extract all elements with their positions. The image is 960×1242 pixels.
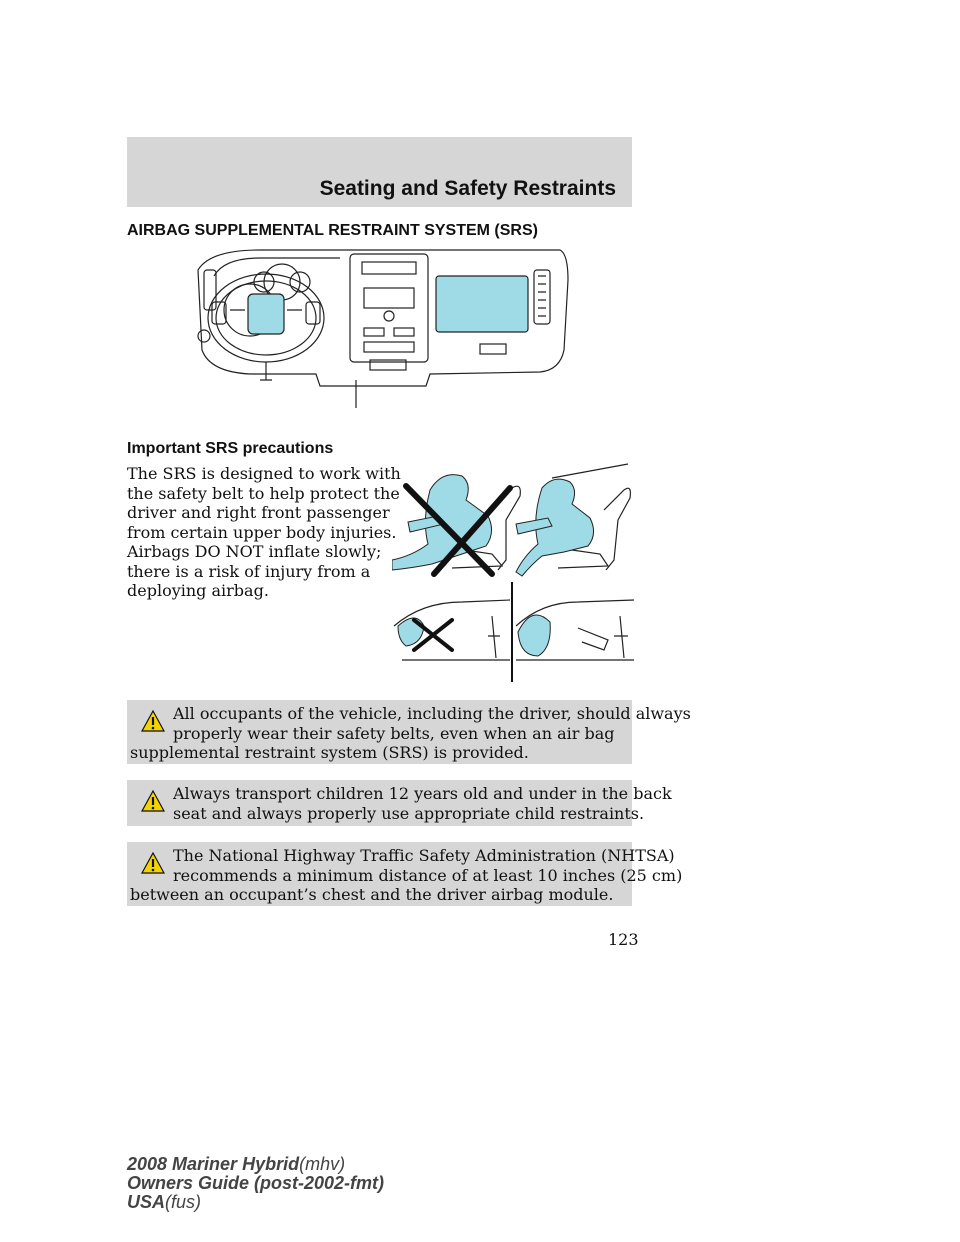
footer-model-code: (mhv) — [299, 1154, 346, 1174]
footer-guide: Owners Guide (post-2002-fmt) — [127, 1173, 385, 1193]
warning-line: properly wear their safety belts, even when an air bag — [173, 723, 615, 743]
warning-line: supplemental restraint system (SRS) is provided. — [130, 743, 529, 762]
paragraph-line: driver and right front passenger — [127, 503, 390, 522]
footer-line-model — [127, 1155, 384, 1174]
warning-line: seat and always properly use appropriate child restraints. — [173, 803, 645, 823]
footer — [127, 1155, 384, 1212]
footer-region: USA — [127, 1192, 166, 1212]
warning-line: The National Highway Traffic Safety Administration (NHTSA) — [173, 846, 675, 865]
warning-line: Always transport children 12 years old and under in the back — [173, 784, 672, 803]
page-number: 123 — [608, 930, 639, 949]
paragraph-line: Airbags DO NOT inflate slowly; — [127, 542, 382, 561]
footer-model: 2008 Mariner Hybrid — [127, 1154, 300, 1174]
header-title: Seating and Safety Restraints — [319, 177, 616, 200]
paragraph-line: from certain upper body injuries. — [127, 522, 397, 542]
precautions-heading: Important SRS precautions — [127, 440, 334, 457]
paragraph-line: the safety belt to help protect the — [127, 483, 400, 503]
section-title: AIRBAG SUPPLEMENTAL RESTRAINT SYSTEM (SRS) — [127, 222, 538, 239]
header-band — [127, 137, 632, 207]
warning-box-distance — [127, 842, 683, 906]
precautions-paragraph — [127, 464, 401, 601]
occupant-position-illustration — [392, 460, 636, 682]
paragraph-line: The SRS is designed to work with — [127, 464, 401, 483]
footer-line-region — [127, 1193, 384, 1212]
dashboard-airbag-illustration — [190, 240, 570, 410]
paragraph-line: there is a risk of injury from a — [127, 561, 371, 581]
warning-line: between an occupant’s chest and the driver airbag module. — [130, 885, 614, 904]
warning-line: All occupants of the vehicle, including the driver, should always — [173, 704, 691, 723]
warning-line: recommends a minimum distance of at least 10 inches (25 cm) — [173, 865, 683, 885]
paragraph-line: deploying airbag. — [127, 581, 269, 600]
footer-region-code: (fus) — [165, 1192, 202, 1212]
warning-box-children — [127, 780, 672, 826]
warning-box-belts — [127, 700, 691, 764]
